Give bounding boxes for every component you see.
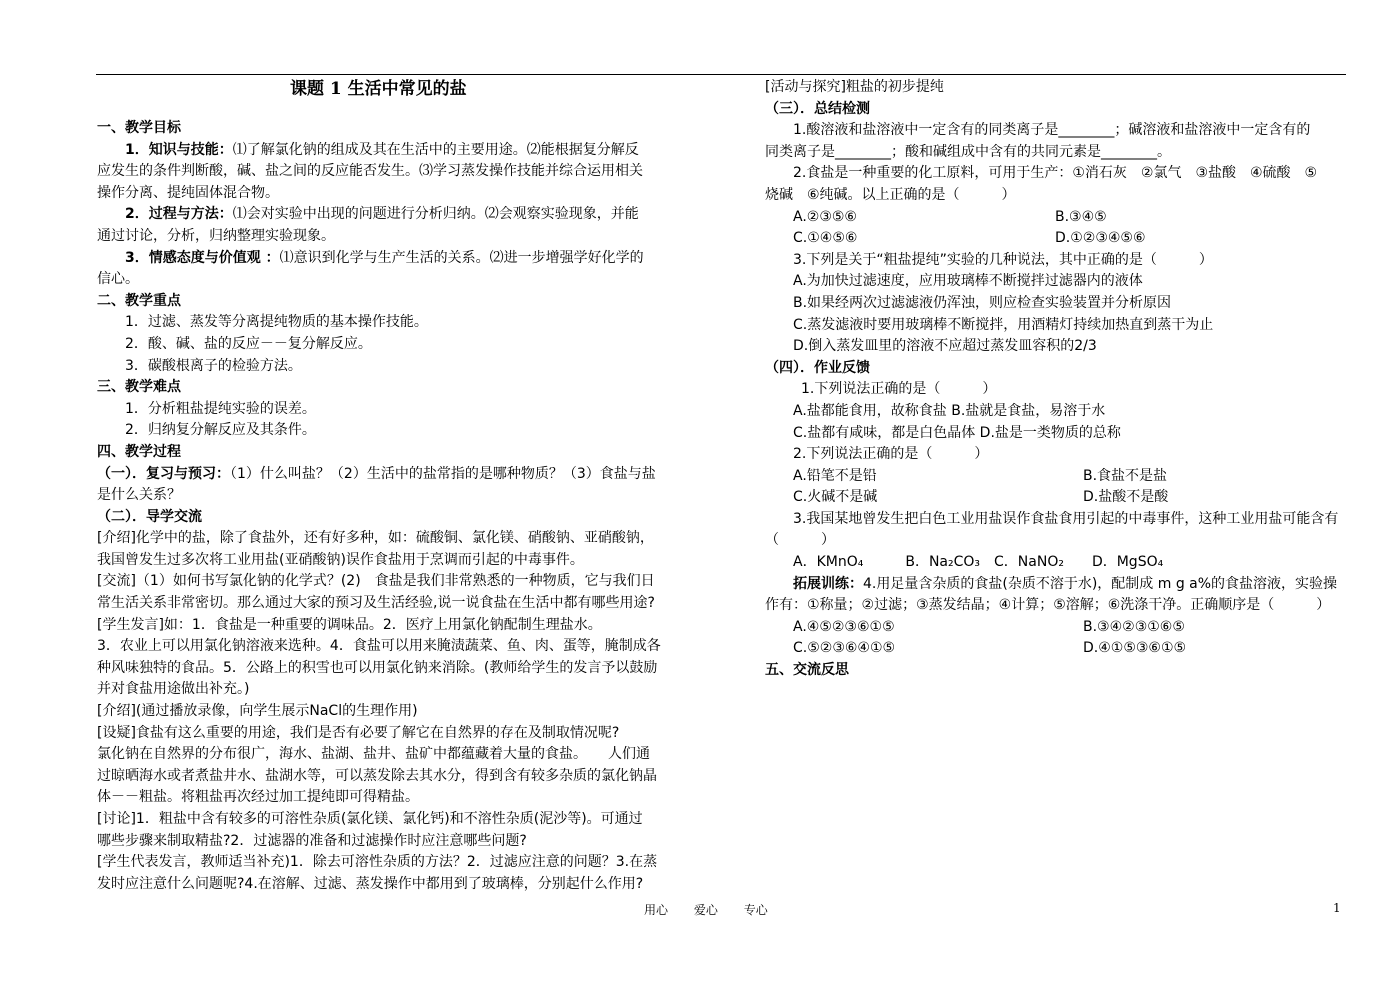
text-line bbox=[765, 77, 1351, 99]
line-text: [介绍](通过播放录像，向学生展示NaCl的生理作用) bbox=[97, 703, 418, 720]
text-line bbox=[765, 293, 1351, 315]
text-line bbox=[765, 315, 1351, 337]
text-line bbox=[97, 701, 692, 723]
text-line bbox=[765, 401, 1351, 423]
text-line bbox=[765, 444, 1351, 466]
text-line bbox=[765, 142, 1351, 164]
line-text: [设疑]食盐有这么重要的用途，我们是否有必要了解它在自然界的存在及制取情况呢? bbox=[97, 724, 620, 741]
line-text: 作有：①称量；②过滤；③蒸发结晶；④计算；⑤溶解；⑥洗涤干净。正确顺序是（ ） bbox=[765, 597, 1331, 614]
text-line bbox=[765, 487, 1351, 509]
text-line bbox=[765, 617, 1351, 639]
line-text: C.盐都有咸味，都是白色晶体 D.盐是一类物质的总称 bbox=[793, 424, 1121, 441]
text-line bbox=[97, 183, 692, 205]
text-line bbox=[97, 399, 692, 421]
line-text: 通过讨论，分析，归纳整理实验现象。 bbox=[97, 227, 335, 244]
line-text: （1）什么叫盐？（2）生活中的盐常指的是哪种物质？（3）食盐与盐 bbox=[230, 465, 656, 482]
option-b: B.③④⑤ bbox=[1055, 208, 1107, 225]
line-text: [学生发言]如：1．食盐是一种重要的调味品。2．医疗上用氯化钠配制生理盐水。 bbox=[97, 616, 602, 633]
footer bbox=[644, 901, 790, 918]
text-line bbox=[765, 228, 1351, 250]
text-line bbox=[765, 336, 1351, 358]
text-line bbox=[97, 442, 692, 464]
line-text: 五、交流反思 bbox=[765, 662, 849, 679]
text-line bbox=[97, 161, 692, 183]
text-line bbox=[97, 118, 692, 140]
text-line bbox=[97, 593, 692, 615]
text-line bbox=[765, 250, 1351, 272]
line-text: 一、教学目标 bbox=[97, 120, 181, 136]
text-line bbox=[97, 334, 692, 356]
option-a: A.④⑤②③⑥①⑤ bbox=[793, 618, 895, 635]
line-text: 氯化钠在自然界的分布很广，海水、盐湖、盐井、盐矿中都蕴藏着大量的食盐。 人们通 bbox=[97, 746, 650, 763]
line-text: [交流]（1）如何书写氯化钠的化学式？(2) 食盐是我们非常熟悉的一种物质，它与我们日 bbox=[97, 573, 655, 590]
text-line bbox=[97, 615, 692, 637]
line-heading: 1．知识与技能： bbox=[125, 141, 233, 158]
line-text: 烧碱 ⑥纯碱。以上正确的是（ ） bbox=[765, 186, 1016, 203]
page-number: 1 bbox=[1333, 901, 1341, 915]
line-text: ⑴意识到化学与生产生活的关系。⑵进一步增强学好化学的 bbox=[279, 249, 644, 266]
line-text: 是什么关系？ bbox=[97, 487, 181, 504]
text-line bbox=[765, 574, 1351, 596]
line-text: 2.下列说法正确的是（ ） bbox=[793, 446, 989, 463]
footer-item: 专心 bbox=[743, 903, 768, 917]
text-line bbox=[765, 358, 1351, 380]
text-line bbox=[765, 120, 1351, 142]
line-text: [介绍]化学中的盐，除了食盐外，还有好多种，如：硫酸铜、氯化镁、硝酸钠、亚硝酸钠， bbox=[97, 530, 654, 547]
text-line bbox=[765, 660, 1351, 682]
text-line bbox=[765, 509, 1351, 531]
text-line bbox=[765, 552, 1351, 574]
line-text: 操作分离、提纯固体混合物。 bbox=[97, 184, 279, 201]
line-text: C.蒸发滤液时要用玻璃棒不断搅拌，用酒精灯持续加热直到蒸干为止 bbox=[793, 316, 1214, 333]
line-text: 三、教学难点 bbox=[97, 379, 181, 396]
option-b: B.食盐不是盐 bbox=[1083, 467, 1168, 484]
text-line bbox=[97, 485, 692, 507]
line-text: 1.下列说法正确的是（ ） bbox=[801, 381, 997, 398]
line-text: 二、教学重点 bbox=[97, 292, 181, 309]
line-text: 2．酸、碱、盐的反应－－复分解反应。 bbox=[125, 335, 372, 352]
line-text: 2．归纳复分解反应及其条件。 bbox=[125, 422, 316, 439]
line-text: （四）．作业反馈 bbox=[765, 359, 870, 376]
line-text: B.如果经两次过滤滤液仍浑浊，则应检查实验装置并分析原因 bbox=[793, 294, 1172, 311]
line-text: （三）．总结检测 bbox=[765, 100, 870, 117]
text-line bbox=[97, 269, 692, 291]
text-line bbox=[97, 679, 692, 701]
text-line bbox=[765, 379, 1351, 401]
text-line bbox=[765, 271, 1351, 293]
option-a: A.②③⑤⑥ bbox=[793, 208, 857, 225]
line-text: 1.酸溶液和盐溶液中一定含有的同类离子是________；碱溶液和盐溶液中一定含有的 bbox=[793, 122, 1311, 139]
line-text: 2.食盐是一种重要的化工原料，可用于生产：①消石灰 ②氯气 ③盐酸 ④硫酸 ⑤ bbox=[793, 165, 1318, 182]
footer-item: 用心 bbox=[644, 903, 669, 917]
line-text: 同类离子是________；酸和碱组成中含有的共同元素是________。 bbox=[765, 143, 1171, 160]
text-line bbox=[97, 312, 692, 334]
text-line bbox=[97, 787, 692, 809]
line-text: 哪些步骤来制取精盐?2．过滤器的准备和过滤操作时应注意哪些问题? bbox=[97, 832, 527, 849]
header-rule bbox=[96, 74, 1346, 75]
text-line bbox=[97, 507, 692, 529]
line-text: 发时应注意什么问题呢?4.在溶解、过滤、蒸发操作中都用到了玻璃棒，分别起什么作用? bbox=[97, 875, 644, 892]
text-line bbox=[765, 163, 1351, 185]
footer-item: 爱心 bbox=[693, 903, 718, 917]
line-heading: 3．情感态度与价值观 ： bbox=[125, 249, 280, 266]
left-column bbox=[97, 77, 692, 895]
text-line bbox=[97, 571, 692, 593]
text-line bbox=[97, 248, 692, 270]
text-line bbox=[765, 466, 1351, 488]
line-text: A.为加快过滤速度，应用玻璃棒不断搅拌过滤器内的液体 bbox=[793, 273, 1143, 290]
line-text: 种风味独特的食品。5．公路上的积雪也可以用氯化钠来消除。(教师给学生的发言予以鼓励 bbox=[97, 659, 658, 676]
text-line bbox=[97, 744, 692, 766]
line-text: [学生代表发言，教师适当补充)1．除去可溶性杂质的方法？2．过滤应注意的问题？3.在蒸 bbox=[97, 854, 658, 871]
text-line bbox=[97, 809, 692, 831]
line-text: D.倒入蒸发皿里的溶液不应超过蒸发皿容积的2/3 bbox=[793, 338, 1097, 355]
text-line bbox=[97, 658, 692, 680]
text-line bbox=[97, 550, 692, 572]
text-line bbox=[97, 723, 692, 745]
text-line bbox=[97, 766, 692, 788]
text-line bbox=[765, 207, 1351, 229]
line-heading: 拓展训练： bbox=[793, 575, 863, 592]
line-text: [活动与探究]粗盐的初步提纯 bbox=[765, 79, 944, 95]
line-heading: 2．过程与方法： bbox=[125, 206, 233, 223]
line-text: 3.下列是关于“粗盐提纯”实验的几种说法，其中正确的是（ ） bbox=[793, 251, 1213, 268]
text-line bbox=[97, 226, 692, 248]
page-title: 课题 1 生活中常见的盐 bbox=[290, 79, 467, 99]
text-line bbox=[97, 356, 692, 378]
text-line bbox=[765, 185, 1351, 207]
text-line bbox=[765, 638, 1351, 660]
option-b: B.③④②③①⑥⑤ bbox=[1083, 618, 1185, 635]
option-a: C.①④⑤⑥ bbox=[793, 230, 858, 247]
line-text: A.盐都能食用，故称食盐 B.盐就是食盐，易溶于水 bbox=[793, 402, 1106, 419]
line-text: ⑴会对实验中出现的问题进行分析归纳。⑵会观察实验现象，并能 bbox=[232, 206, 639, 223]
line-text: ⑴了解氯化钠的组成及其在生活中的主要用途。⑵能根据复分解反 bbox=[232, 141, 639, 158]
text-line bbox=[765, 423, 1351, 445]
line-heading: （一）．复习与预习： bbox=[97, 465, 230, 482]
text-line bbox=[97, 420, 692, 442]
line-text: 四、教学过程 bbox=[97, 443, 181, 460]
text-line bbox=[97, 204, 692, 226]
line-text: 体－－粗盐。将粗盐再次经过加工提纯即可得精盐。 bbox=[97, 789, 419, 806]
text-line bbox=[765, 595, 1351, 617]
option-b: D.盐酸不是酸 bbox=[1083, 489, 1169, 506]
line-text: 应发生的条件判断酸，碱、盐之间的反应能否发生。⑶学习蒸发操作技能并综合运用相关 bbox=[97, 163, 643, 180]
text-line bbox=[765, 99, 1351, 121]
line-text: 4.用足量含杂质的食盐(杂质不溶于水)，配制成 m g a%的食盐溶液，实验操 bbox=[863, 575, 1338, 592]
text-line bbox=[97, 636, 692, 658]
line-text: （ ） bbox=[765, 532, 835, 549]
line-text: 常生活关系非常密切。那么通过大家的预习及生活经验,说一说食盐在生活中都有哪些用途? bbox=[97, 595, 655, 612]
line-text: [讨论]1．粗盐中含有较多的可溶性杂质(氯化镁、氯化钙)和不溶性杂质(泥沙等)。可通过 bbox=[97, 811, 643, 827]
text-line bbox=[97, 874, 692, 896]
option-a: C.火碱不是碱 bbox=[793, 489, 878, 506]
line-text: 3．农业上可以用氯化钠溶液来选种。4．食盐可以用来腌渍蔬菜、鱼、肉、蛋等，腌制成各 bbox=[97, 638, 661, 655]
line-text: 信心。 bbox=[97, 271, 139, 288]
line-text: 我国曾发生过多次将工业用盐(亚硝酸钠)误作食盐用于烹调而引起的中毒事件。 bbox=[97, 551, 584, 568]
line-text: 1．过滤、蒸发等分离提纯物质的基本操作技能。 bbox=[125, 314, 428, 331]
text-line bbox=[97, 528, 692, 550]
text-line bbox=[97, 291, 692, 313]
line-text: 3．碳酸根离子的检验方法。 bbox=[125, 357, 302, 374]
text-line bbox=[765, 530, 1351, 552]
option-b: D.④①⑤③⑥①⑤ bbox=[1083, 640, 1187, 657]
line-text: 过晾晒海水或者煮盐井水、盐湖水等，可以蒸发除去其水分，得到含有较多杂质的氯化钠晶 bbox=[97, 767, 657, 784]
text-line bbox=[97, 852, 692, 874]
option-a: C.⑤②③⑥④①⑤ bbox=[793, 640, 896, 657]
text-line bbox=[97, 831, 692, 853]
line-text: 并对食盐用途做出补充。) bbox=[97, 681, 250, 698]
option-b: D.①②③④⑤⑥ bbox=[1055, 230, 1146, 247]
line-text: 1．分析粗盐提纯实验的误差。 bbox=[125, 400, 316, 417]
text-line bbox=[97, 140, 692, 162]
option-a: A.铅笔不是铅 bbox=[793, 467, 877, 484]
text-line bbox=[97, 377, 692, 399]
right-column bbox=[765, 77, 1351, 682]
line-text: （二）．导学交流 bbox=[97, 508, 202, 525]
text-line bbox=[97, 464, 692, 486]
line-text: A．KMnO₄ B．Na₂CO₃ C．NaNO₂ D．MgSO₄ bbox=[793, 554, 1164, 571]
line-text: 3.我国某地曾发生把白色工业用盐误作食盐食用引起的中毒事件，这种工业用盐可能含有 bbox=[793, 510, 1339, 527]
